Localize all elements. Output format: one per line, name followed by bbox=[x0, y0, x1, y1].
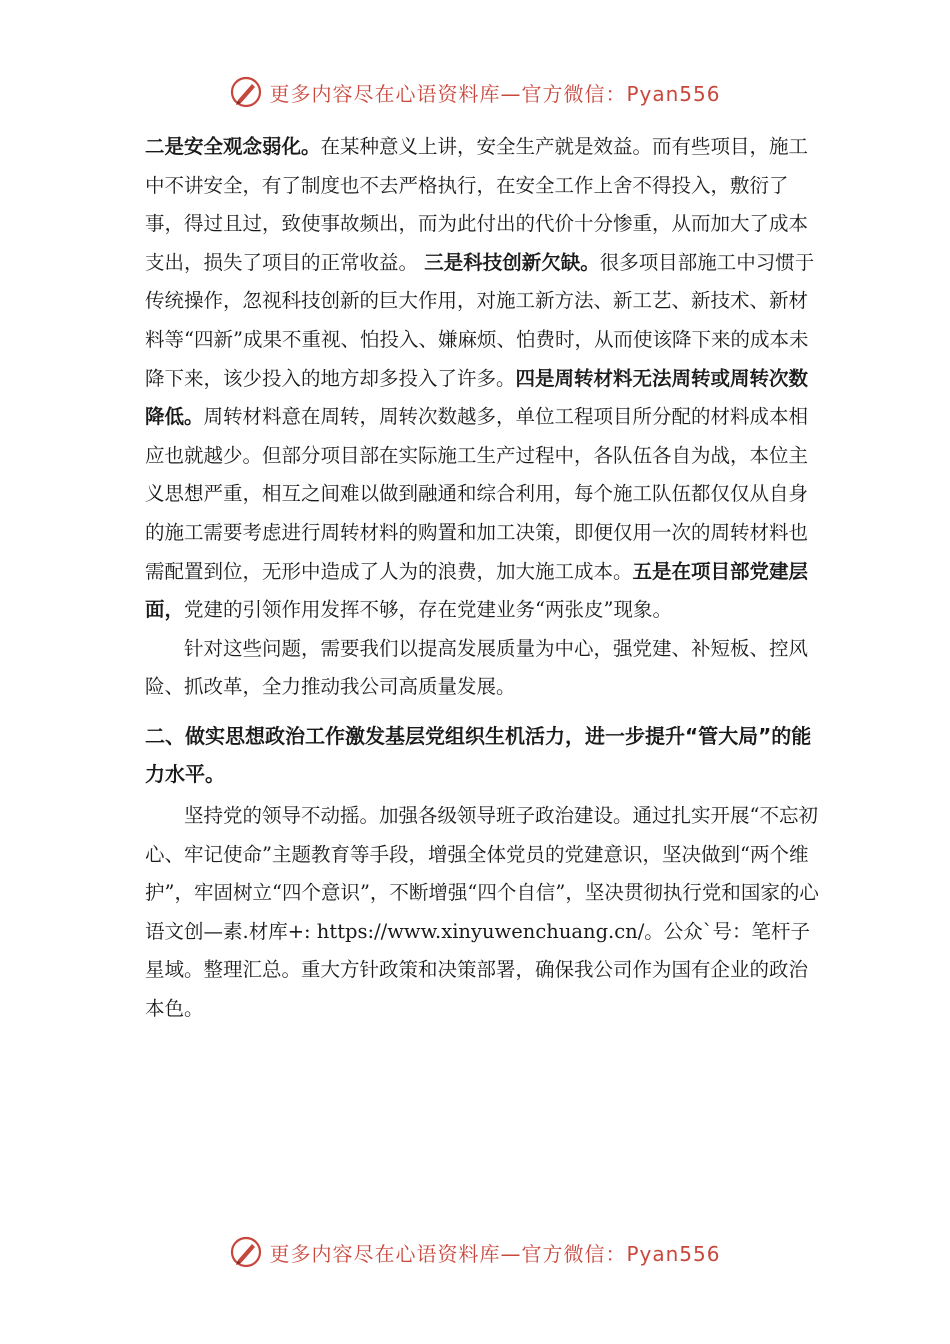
bold-point-5: 五是在项目部党建层面， bbox=[145, 559, 809, 622]
bold-point-4: 四是周转材料无法周转或周转次数降低。 bbox=[145, 366, 809, 429]
paragraph-response: 针对这些问题，需要我们以提高发展质量为中心，强党建、补短板、控风险、抓改革，全力推动我公司高质量发展。 bbox=[145, 636, 809, 699]
header-banner bbox=[0, 72, 950, 112]
text-point-5: 党建的引领作用发挥不够，存在党建业务“两张皮”现象。 bbox=[184, 598, 672, 622]
header-banner-text: 更多内容尽在心语资料库—官方微信：Pyan556 bbox=[269, 81, 721, 106]
pen-logo-icon bbox=[229, 1235, 263, 1269]
footer-banner-text: 更多内容尽在心语资料库—官方微信：Pyan556 bbox=[269, 1241, 721, 1266]
paragraph-party-leadership: 坚持党的领导不动摇。加强各级领导班子政治建设。通过扎实开展“不忘初心、牢记使命”主题教育等手段，增强全体党员的党建意识，坚决做到“两个维护”，牢固树立“四个意识”，不断增强“四个自信”，坚决贯彻执行党和国家的心语文创—素.材库+: https://www.xinyuwenchuang.cn/。公众`号：笔杆子星域。整理汇总。重大方针政策和决策部署，确保我公司作为国有企业的政治本色。 bbox=[145, 803, 819, 1020]
footer-banner bbox=[0, 1232, 950, 1272]
text-point-2: 在某种意义上讲，安全生产就是效益。而有些项目，施工中不讲安全，有了制度也不去严格执行，在安全工作上舍不得投入，敷衍了事，得过且过，致使事故频出，而为此付出的代价十分惨重，从而加大了成本支出，损失了项目的正常收益。 bbox=[145, 135, 809, 274]
pen-logo-icon bbox=[229, 75, 263, 109]
document-body bbox=[145, 128, 825, 1028]
bold-point-3: 三是科技创新欠缺。 bbox=[424, 250, 600, 274]
bold-point-2: 二是安全观念弱化。 bbox=[145, 135, 321, 158]
text-point-4: 周转材料意在周转，周转次数越多，单位工程项目所分配的材料成本相应也就越少。但部分项目部在实际施工生产过程中，各队伍各自为战，本位主义思想严重，相互之间难以做到融通和综合利用，每个施工队伍都仅仅从自身的施工需要考虑进行周转材料的购置和加工决策，即便仅用一次的周转材料也需配置到位，无形中造成了人为的浪费，加大施工成本。 bbox=[145, 405, 809, 583]
text-point-3: 很多项目部施工中习惯于传统操作，忽视科技创新的巨大作用，对施工新方法、新工艺、新技术、新材料等“四新”成果不重视、怕投入、嫌麻烦、怕费时，从而使该降下来的成本未降下来，该少投入的地方却多投入了许多。 bbox=[145, 250, 815, 390]
section-heading-2: 二、做实思想政治工作激发基层党组织生机活力，进一步提升“管大局”的能力水平。 bbox=[145, 723, 812, 786]
paragraph-problems bbox=[145, 128, 825, 630]
